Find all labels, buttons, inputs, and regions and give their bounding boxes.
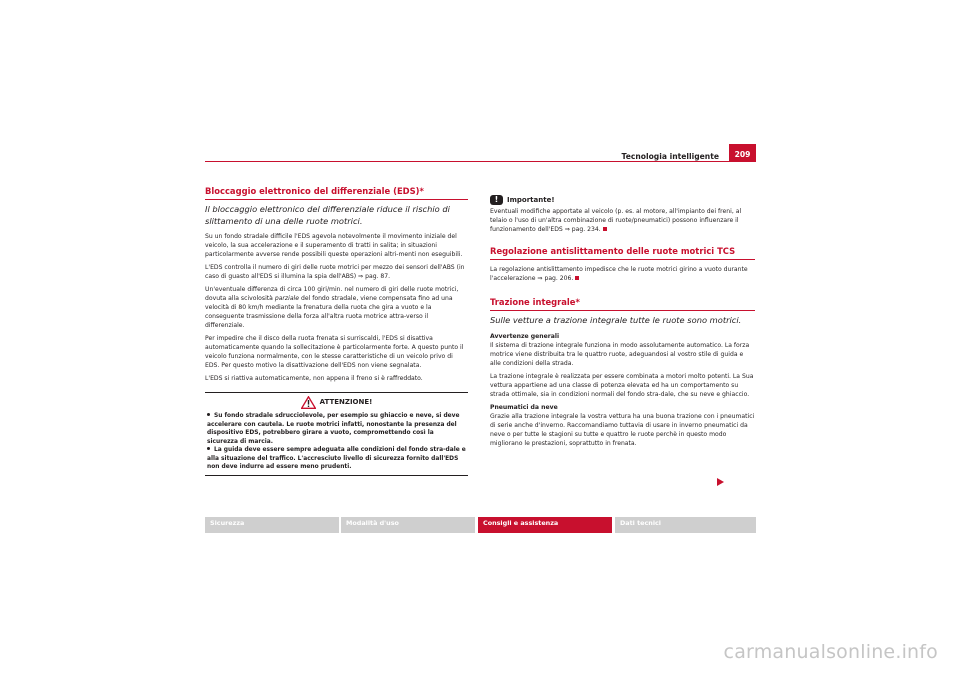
important-note (490, 195, 755, 234)
exclamation-icon: ! (490, 195, 503, 205)
right-column (490, 195, 755, 452)
eds-paragraph-3 (205, 285, 468, 330)
tcs-heading: Regolazione antislittamento delle ruote motrici TCS (490, 246, 755, 260)
awd-subheading: Sulle vetture a trazione integrale tutte le ruote sono motrici. (490, 315, 742, 325)
awd-paragraph-3: Grazie alla trazione integrale la vostra vettura ha una buona trazione con i pneumatici di serie anche d'inverno. Raccomandiamo tuttavia di usare in inverno pneumatici da neve o per tutte le stagioni su tutte e quattro le ruote perchè in questo modo migliorano le prestazioni, soprattutto in frenata. (490, 412, 755, 447)
awd-paragraph-2: La trazione integrale è realizzata per essere combinata a motori molto potenti. La Sua vettura appartiene ad una classe di potenza elevata ed ha un comportamento su strada ottimale, sia in condizioni normali del fondo stra-dale, che su neve e ghiaccio. (490, 372, 754, 398)
awd-label-general: Avvertenze generali (490, 332, 560, 340)
important-text-body: Eventuali modifiche apportate al veicolo (p. es. al motore, all'impianto dei freni, al telaio o l'uso di un'altra combinazione di ruote/pneumatici) possono influenzare il funzionamento dell'EDS ⇒ pag. 234. (490, 208, 742, 233)
eds-paragraph-2: L'EDS controlla il numero di giri delle ruote motrici per mezzo dei sensori dell'ABS (in caso di guasto all'EDS si illumina la spia dell'ABS) ⇒ pag. 87. (205, 264, 465, 280)
bullet-icon (207, 413, 210, 416)
tab-dati-tecnici[interactable]: Dati tecnici (615, 517, 756, 533)
warning-item-text: La guida deve essere sempre adeguata alle condizioni del fondo stra-dale e alla situazione del traffico. L'accresciuto livello di sicurezza fornito dall'EDS non deve indurre ad essere meno prudenti. (207, 447, 466, 470)
eds-paragraph-5: L'EDS si riattiva automaticamente, non appena il freno si è raffreddato. (205, 375, 423, 382)
warning-box (205, 392, 468, 476)
warning-title: ATTENZIONE! (319, 398, 373, 406)
important-title: Importante! (507, 195, 555, 204)
tab-modalita-d-uso[interactable]: Modalità d'uso (341, 517, 475, 533)
warning-item (207, 412, 466, 446)
header-rule (205, 161, 756, 162)
eds-paragraph-3-text: Un'eventuale differenza di circa 100 giri/min. nel numero di giri delle ruote motrici, dovuta alla scivolosità (205, 286, 459, 302)
warning-header (207, 396, 466, 409)
bullet-icon (207, 447, 210, 450)
important-header (490, 195, 755, 205)
eds-subheading: Il bloccaggio elettronico del differenziale riduce il rischio di slittamento di una delle ruote motrici. (205, 204, 450, 226)
awd-section (490, 297, 755, 448)
tab-consigli-e-assistenza[interactable]: Consigli e assistenza (478, 517, 612, 533)
tcs-section (490, 246, 755, 283)
awd-label-snow-tyres: Pneumatici da neve (490, 403, 558, 411)
section-end-icon (575, 276, 579, 280)
tcs-text-body: La regolazione antislittamento impedisce che le ruote motrici girino a vuoto durante l'accelerazione ⇒ pag. 206. (490, 266, 748, 282)
left-column (205, 186, 468, 476)
eds-paragraph-3-italic: parziale (274, 295, 300, 302)
page-number: 209 (729, 144, 756, 162)
running-header-title: Tecnologia intelligente (621, 152, 719, 161)
eds-paragraph-1: Su un fondo stradale difficile l'EDS agevola notevolmente il movimento iniziale del veicolo, la sua accelerazione e il superamento di tratti in salita; in situazioni particolarmente avverse rende possibili queste operazioni altri-menti non eseguibili. (205, 233, 463, 258)
warning-item (207, 446, 466, 472)
awd-heading: Trazione integrale* (490, 297, 755, 311)
warning-item-text: Su fondo stradale sdrucciolevole, per esempio su ghiaccio e neve, si deve accelerare con cautela. Le ruote motrici infatti, nonostante la presenza del dispositivo EDS, potrebbero girare a vuoto, compromettendo così la sicurezza di marcia. (207, 413, 460, 445)
eds-paragraph-3-text-end: del fondo stradale, viene compensata fino ad una velocità di 80 km/h mediante la frenatura della ruota che gira a vuoto e la conseguente trasmissione della forza all'altra ruota motrice attra-verso il differenziale. (205, 295, 453, 329)
watermark: carmanualsonline.info (723, 641, 938, 663)
eds-paragraph-4: Per impedire che il disco della ruota frenata si surriscaldi, l'EDS si disattiva automaticamente quando la sollecitazione è particolarmente forte. A questo punto il veicolo funziona normalmente, con le stesse caratteristiche di un veicolo privo di EDS. Per questo motivo la disattivazione dell'EDS non viene segnalata. (205, 335, 464, 369)
important-text (490, 207, 755, 234)
warning-triangle-icon (301, 396, 316, 409)
awd-paragraph-1: Il sistema di trazione integrale funziona in modo assolutamente automatico. La forza motrice viene distribuita tra le quattro ruote, adeguandosi al vostro stile di guida e alle condizioni della strada. (490, 341, 750, 367)
tab-sicurezza[interactable]: Sicurezza (205, 517, 339, 533)
section-end-icon (603, 227, 607, 231)
tcs-text (490, 265, 755, 283)
next-page-arrow-icon[interactable] (717, 478, 724, 486)
eds-heading: Bloccaggio elettronico del differenziale (EDS)* (205, 186, 468, 200)
